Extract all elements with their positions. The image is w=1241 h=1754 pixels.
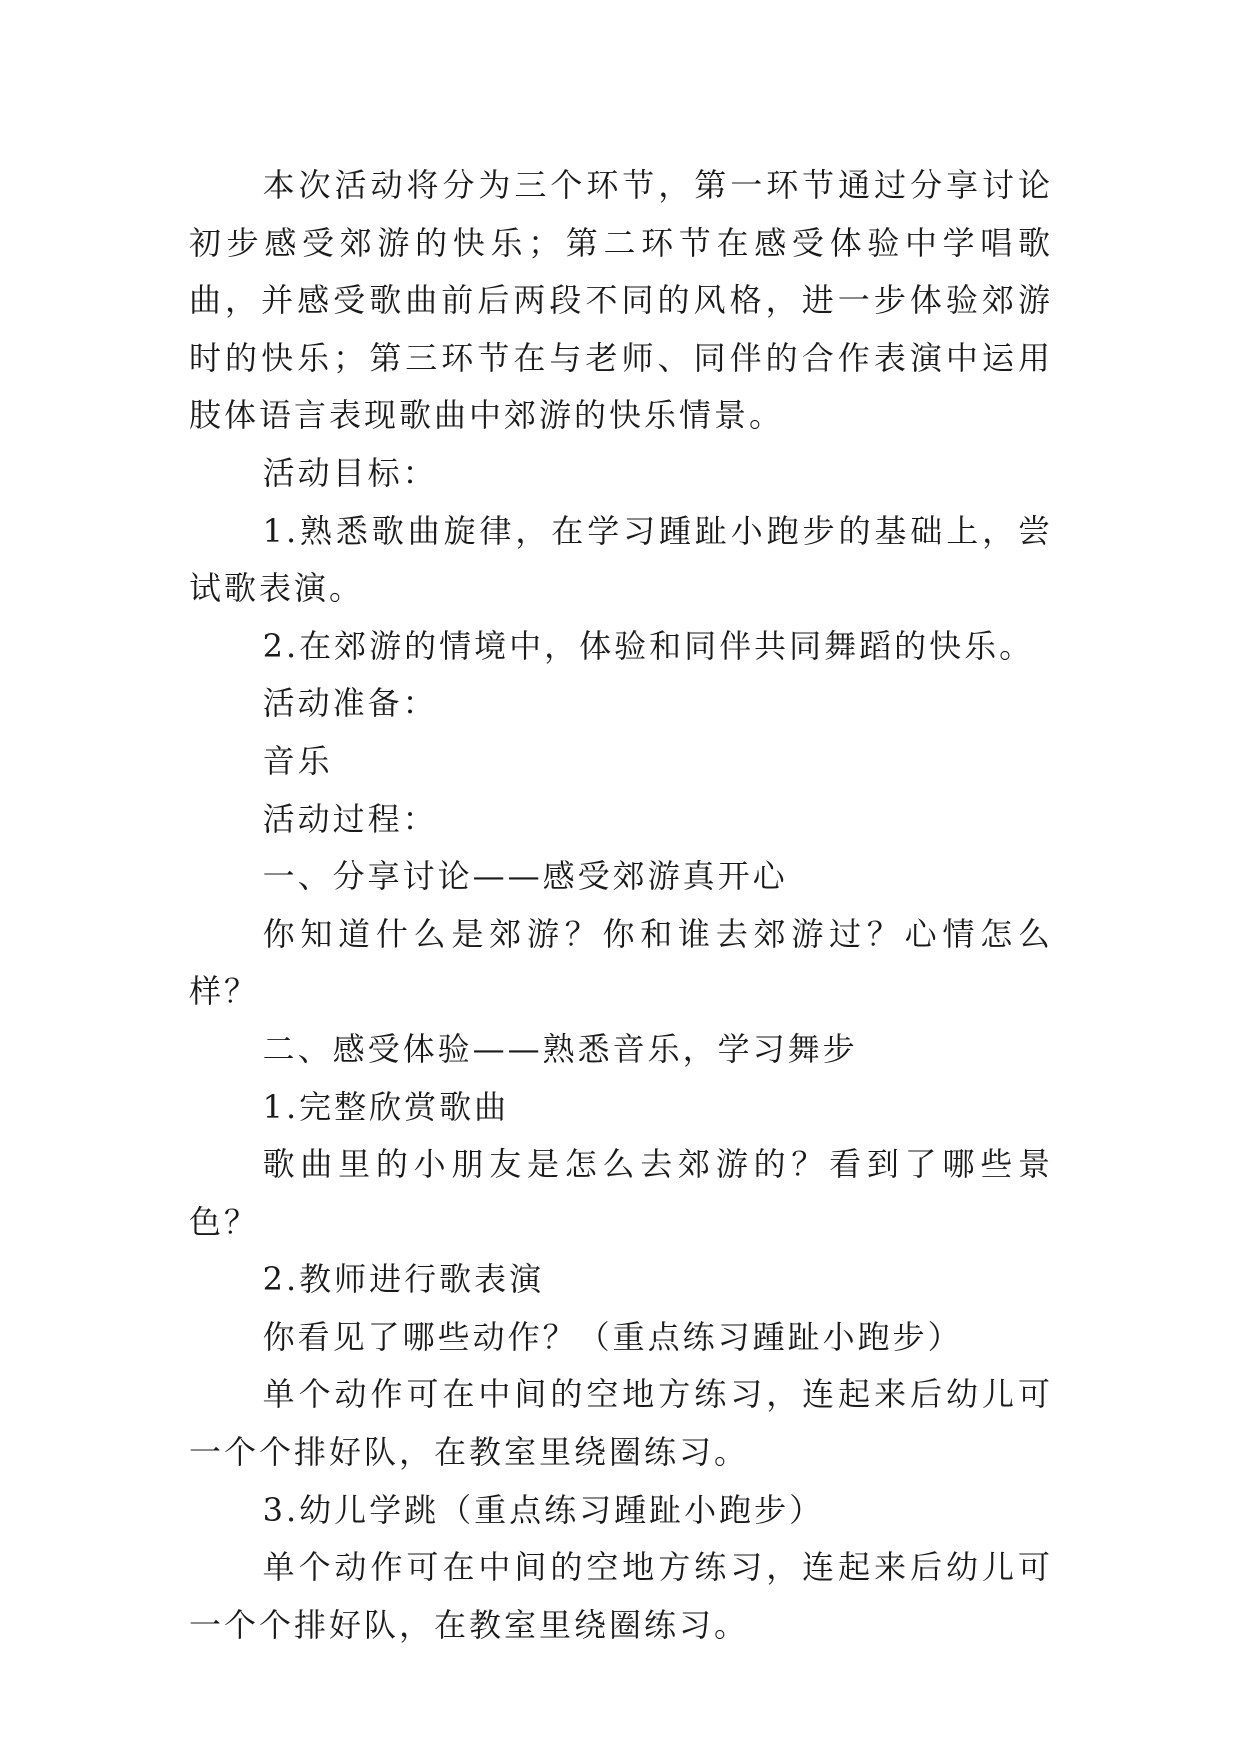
step-1-heading: 1.完整欣赏歌曲 <box>262 1087 510 1126</box>
document-body <box>189 157 1053 1654</box>
step-2-question: 你看见了哪些动作？（重点练习踵趾小跑步） <box>262 1317 963 1356</box>
step-2-note: 单个动作可在中间的空地方练习，连起来后幼儿可一个个排好队，在教室里绕圈练习。 <box>189 1375 1053 1472</box>
preparation-item: 音乐 <box>262 741 333 780</box>
goal-item-1: 1.熟悉歌曲旋律，在学习踵趾小跑步的基础上，尝试歌表演。 <box>189 511 1053 608</box>
section-1-heading: 一、分享讨论——感受郊游真开心 <box>262 857 788 896</box>
section-1-question: 你知道什么是郊游？你和谁去郊游过？心情怎么样？ <box>189 914 1053 1011</box>
step-1-question: 歌曲里的小朋友是怎么去郊游的？看到了哪些景色？ <box>189 1145 1053 1241</box>
step-2-heading: 2.教师进行歌表演 <box>262 1260 545 1299</box>
goals-heading: 活动目标： <box>262 453 438 492</box>
process-heading: 活动过程： <box>262 799 438 838</box>
intro-paragraph: 本次活动将分为三个环节，第一环节通过分享讨论初步感受郊游的快乐；第二环节在感受体验中学唱歌曲，并感受歌曲前后两段不同的风格，进一步体验郊游时的快乐；第三环节在与老师、同伴的合作表演中运用肢体语言表现歌曲中郊游的快乐情景。 <box>189 166 1053 435</box>
preparation-heading: 活动准备： <box>262 684 438 723</box>
section-2-heading: 二、感受体验——熟悉音乐，学习舞步 <box>262 1029 858 1068</box>
goal-item-2: 2.在郊游的情境中，体验和同伴共同舞蹈的快乐。 <box>262 626 1035 665</box>
step-3-note: 单个动作可在中间的空地方练习，连起来后幼儿可一个个排好队，在教室里绕圈练习。 <box>189 1548 1053 1644</box>
step-3-heading: 3.幼儿学跳（重点练习踵趾小跑步） <box>262 1490 825 1529</box>
